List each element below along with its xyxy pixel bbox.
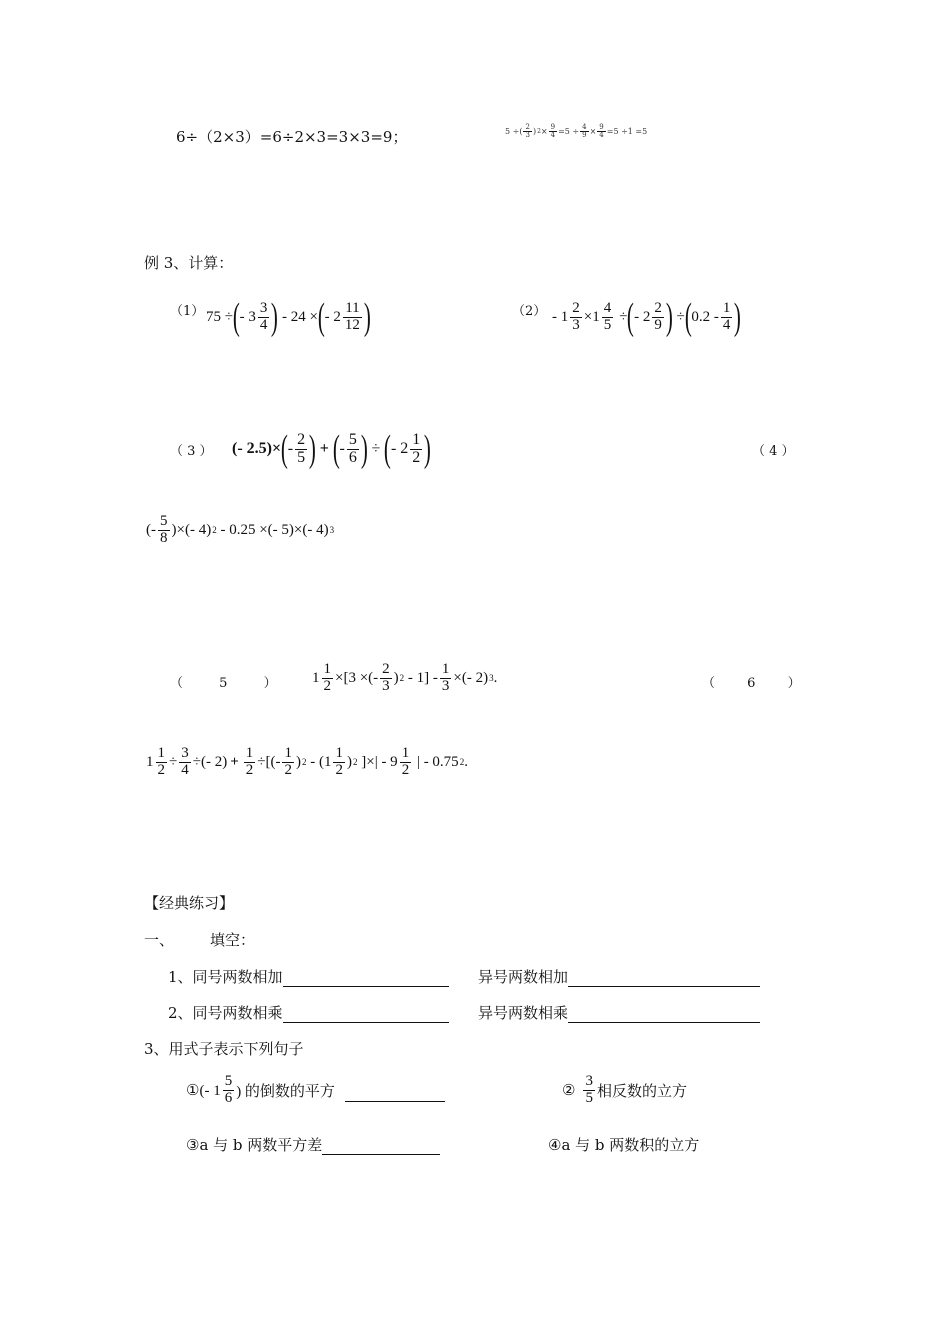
problem4-label: （ 4 ） xyxy=(752,444,795,459)
fraction xyxy=(549,124,557,140)
right-paren: ) xyxy=(360,428,368,470)
numerator: 1 xyxy=(323,661,331,677)
expr-text: ]×| - 9 xyxy=(357,753,398,770)
exponent: 2 xyxy=(537,128,541,136)
numerator: 3 xyxy=(259,299,268,316)
answer-blank[interactable] xyxy=(568,972,760,987)
numerator: 3 xyxy=(181,745,189,761)
fraction xyxy=(570,301,582,334)
right-paren: ) xyxy=(271,296,279,338)
problem1-label: （1） xyxy=(170,304,205,319)
worked-example-left: 6÷（2×3）=6÷2×3=3×3=9； xyxy=(176,128,408,146)
expr-text: × xyxy=(540,127,548,137)
expr-text: ② xyxy=(562,1082,576,1099)
label-number: 5 xyxy=(219,676,228,691)
expr-text: ÷ xyxy=(619,308,628,325)
denominator: 3 xyxy=(382,677,390,694)
fraction xyxy=(410,432,422,467)
numerator: 5 xyxy=(160,513,168,529)
denominator: 3 xyxy=(441,677,450,694)
fraction xyxy=(343,301,362,334)
fraction xyxy=(597,124,605,140)
expr-text: - 3 xyxy=(239,308,256,325)
fraction xyxy=(322,662,334,695)
question-text: 异号两数相乘 xyxy=(478,1004,569,1022)
question3c xyxy=(186,1134,440,1155)
numerator: 9 xyxy=(550,123,556,131)
problem3-label: （ 3 ） xyxy=(170,444,213,459)
expr-text: 1 xyxy=(312,669,320,686)
numerator: 4 xyxy=(603,299,612,316)
expr-text: ÷[(- xyxy=(257,753,281,770)
expr-text: - xyxy=(287,440,294,457)
denominator: 2 xyxy=(245,761,254,778)
problem4-expression xyxy=(146,514,334,547)
fraction xyxy=(295,432,307,467)
expr-text: + xyxy=(230,753,239,770)
numerator: 1 xyxy=(157,745,165,761)
fraction xyxy=(282,746,294,779)
numerator: 1 xyxy=(335,745,343,761)
question-text: 异号两数相加 xyxy=(478,968,569,986)
fraction xyxy=(580,124,588,140)
expr-text: ①(- 1 xyxy=(186,1082,221,1099)
expr-text: =5 ÷ xyxy=(558,127,580,137)
fraction xyxy=(156,746,168,779)
question-text: 1、同号两数相加 xyxy=(168,968,283,986)
expr-text: 5 ÷( xyxy=(505,127,523,137)
numerator: 2 xyxy=(654,299,662,316)
question3a xyxy=(186,1074,445,1107)
problem2-expression xyxy=(552,298,741,336)
expr-text: (- 2.5)× xyxy=(232,440,282,457)
numerator: 9 xyxy=(599,123,604,131)
expr-text: - 1 xyxy=(552,308,569,325)
expr-text: . xyxy=(493,669,498,686)
problem2-label: （2） xyxy=(512,304,547,319)
answer-blank[interactable] xyxy=(322,1140,440,1155)
denominator: 9 xyxy=(654,316,662,333)
fraction xyxy=(380,662,392,695)
expr-text: + xyxy=(319,440,329,457)
numerator: 1 xyxy=(412,430,421,448)
left-paren: ( xyxy=(317,296,325,338)
problem1-expression xyxy=(206,298,371,336)
answer-blank[interactable] xyxy=(283,972,449,987)
expr-text: - 24 × xyxy=(282,308,319,325)
expr-text: ) 的倒数的平方 xyxy=(236,1083,335,1100)
numerator: 1 xyxy=(401,745,410,761)
exponent: 2 xyxy=(212,525,217,536)
numerator: 5 xyxy=(224,1073,233,1089)
denominator: 4 xyxy=(550,131,556,140)
denominator: 6 xyxy=(348,448,357,466)
denominator: 3 xyxy=(572,316,580,333)
answer-blank[interactable] xyxy=(283,1008,449,1023)
denominator: 5 xyxy=(297,448,306,466)
numerator: 1 xyxy=(245,745,254,761)
expr-text: 0.2 - xyxy=(691,308,719,325)
numerator: 3 xyxy=(585,1073,593,1089)
numerator: 2 xyxy=(572,299,580,316)
expr-text: ×[3 ×(- xyxy=(335,669,379,686)
expr-text: ÷ xyxy=(169,753,178,770)
exponent: 2 xyxy=(399,673,405,684)
fraction xyxy=(333,746,345,779)
question2-right xyxy=(478,1002,760,1023)
numerator: 5 xyxy=(348,430,357,448)
problem6-label xyxy=(702,672,801,691)
denominator: 9 xyxy=(582,131,587,140)
expr-text: ÷ xyxy=(371,440,381,457)
left-paren: ( xyxy=(232,296,240,338)
expr-text: )×(- 4) xyxy=(171,521,212,538)
numerator: 2 xyxy=(525,123,530,131)
expr-text: =5 ÷1 =5 xyxy=(606,127,648,137)
numerator: 1 xyxy=(284,745,292,761)
fraction xyxy=(523,124,531,140)
worked-example-right xyxy=(505,124,647,140)
denominator: 12 xyxy=(344,316,360,333)
section1-title: 填空： xyxy=(210,931,256,949)
numerator: 1 xyxy=(441,661,450,677)
problem3-expression xyxy=(232,430,431,468)
fraction xyxy=(158,514,170,547)
expr-text: - (1 xyxy=(306,753,332,770)
numerator: 2 xyxy=(382,661,390,677)
expr-text: - 1] - xyxy=(404,669,438,686)
question2-left xyxy=(168,1002,449,1023)
expr-text: × xyxy=(589,127,597,137)
denominator: 4 xyxy=(722,316,731,333)
fraction xyxy=(179,746,191,779)
expr-text: ) xyxy=(295,753,301,770)
numerator: 2 xyxy=(297,430,306,448)
denominator: 4 xyxy=(599,131,604,140)
exponent: 3 xyxy=(329,525,335,536)
fraction xyxy=(602,301,614,334)
expr-text: 1 xyxy=(146,753,154,770)
fraction xyxy=(652,301,664,334)
expr-text: . xyxy=(464,753,468,770)
exponent: 2 xyxy=(301,757,307,768)
problem5-expression xyxy=(312,662,497,695)
question3-title: 3、用式子表示下列句子 xyxy=(144,1040,304,1058)
exponent: 2 xyxy=(459,757,465,768)
denominator: 2 xyxy=(284,761,292,778)
expr-text: ×(- 2) xyxy=(453,669,489,686)
label-paren: ） xyxy=(263,676,277,691)
denominator: 2 xyxy=(323,677,331,694)
expr-text: 相反数的立方 xyxy=(596,1083,687,1100)
fraction xyxy=(400,746,412,779)
denominator: 4 xyxy=(181,761,189,778)
label-number: 6 xyxy=(747,676,756,691)
fraction xyxy=(244,746,256,779)
numerator: 1 xyxy=(722,299,731,316)
right-paren: ) xyxy=(363,296,371,338)
label-paren: （ xyxy=(702,676,716,691)
question1-right xyxy=(478,966,760,987)
expr-text: ) xyxy=(393,669,399,686)
left-paren: ( xyxy=(280,428,288,470)
left-paren: ( xyxy=(384,428,392,470)
expr-text: - 2 xyxy=(634,308,651,325)
left-paren: ( xyxy=(332,428,340,470)
fraction xyxy=(258,301,270,334)
expr-text: - 0.25 ×(- 5)×(- 4) xyxy=(216,521,329,538)
expr-text: ×1 xyxy=(583,308,600,325)
numerator: 11 xyxy=(345,299,360,316)
expr-text: (- xyxy=(146,521,156,538)
exponent: 3 xyxy=(489,673,494,684)
question3b xyxy=(562,1074,687,1107)
numerator: 4 xyxy=(582,123,587,131)
left-paren: ( xyxy=(684,296,692,338)
denominator: 4 xyxy=(259,316,268,333)
right-paren: ) xyxy=(424,428,432,470)
fraction xyxy=(223,1074,235,1107)
fraction xyxy=(721,301,733,334)
left-paren: ( xyxy=(627,296,635,338)
question3d: ④a 与 b 两数积的立方 xyxy=(548,1136,700,1154)
denominator: 3 xyxy=(525,131,530,140)
problem5-label xyxy=(170,672,277,691)
right-paren: ) xyxy=(665,296,673,338)
example3-title: 例 3、计算： xyxy=(144,254,234,272)
expr-text: - 2 xyxy=(324,308,341,325)
denominator: 5 xyxy=(585,1089,593,1106)
problem6-expression xyxy=(146,746,468,779)
fraction xyxy=(583,1074,595,1107)
answer-blank[interactable] xyxy=(568,1008,760,1023)
denominator: 2 xyxy=(157,761,165,778)
fraction xyxy=(440,662,452,695)
expr-text: - xyxy=(339,440,345,457)
expr-text: - 2 xyxy=(390,440,409,457)
denominator: 2 xyxy=(412,448,421,466)
denominator: 6 xyxy=(224,1089,233,1106)
label-paren: ） xyxy=(787,676,801,691)
question1-left xyxy=(168,966,449,987)
section1-number: 一、 xyxy=(144,931,175,949)
right-paren: ) xyxy=(308,428,316,470)
denominator: 2 xyxy=(335,761,343,778)
question-text: ③a 与 b 两数平方差 xyxy=(186,1136,323,1154)
expr-text: ÷(- 2) xyxy=(192,753,228,770)
exponent: 2 xyxy=(352,757,358,768)
fraction xyxy=(347,432,359,467)
expr-text: ÷ xyxy=(676,308,685,325)
denominator: 5 xyxy=(603,316,612,333)
expr-text: ) xyxy=(532,127,537,137)
denominator: 8 xyxy=(160,529,168,546)
expr-text: | - 0.75 xyxy=(413,753,459,770)
denominator: 2 xyxy=(401,761,410,778)
expr-text: 75 ÷ xyxy=(206,308,233,325)
expr-text: ) xyxy=(346,753,352,770)
question-text: 2、同号两数相乘 xyxy=(168,1004,283,1022)
right-paren: ) xyxy=(734,296,742,338)
practice-title: 【经典练习】 xyxy=(144,894,235,912)
label-paren: （ xyxy=(170,676,184,691)
answer-blank[interactable] xyxy=(345,1079,445,1102)
